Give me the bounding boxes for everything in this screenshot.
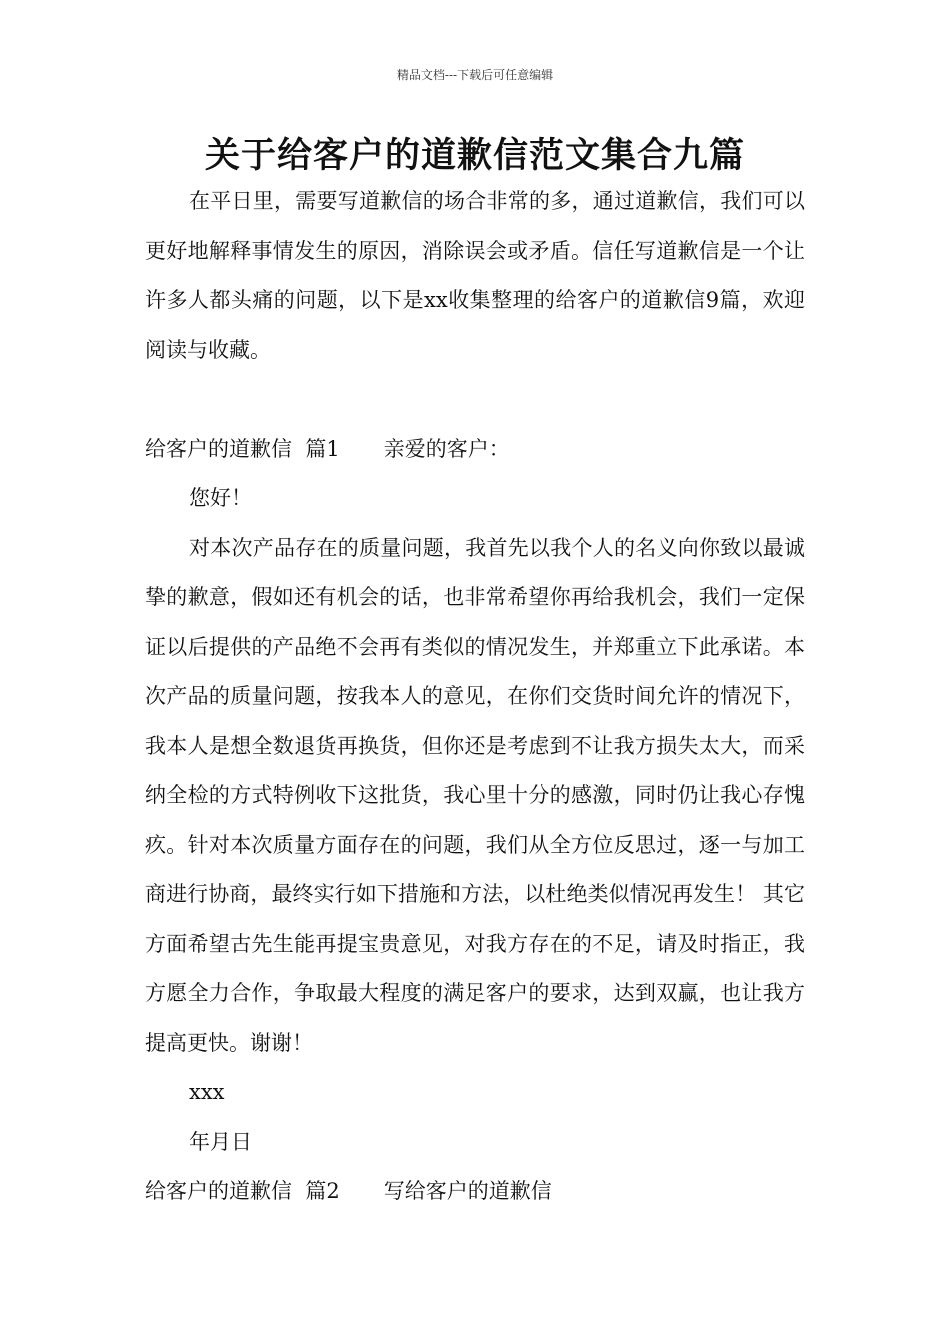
document-body [145, 177, 805, 1217]
section-1-salutation: 亲爱的客户： [383, 436, 510, 461]
section-1-greeting: 您好！ [189, 486, 252, 510]
section-1-heading-line [145, 425, 805, 475]
section-1-heading: 给客户的道歉信 篇1 [145, 436, 340, 461]
section-1-body: 对本次产品存在的质量问题，我首先以我个人的名义向你致以最诚挚的歉意，假如还有机会的话，也非常希望你再给我机会，我们一定保证以后提供的产品绝不会再有类似的情况发生，并郑重立下此承诺。本次产品的质量问题，按我本人的意见，在你们交货时间允许的情况下，我本人是想全数退货再换货，但你还是考虑到不让我方损失太大，而采纳全检的方式特例收下这批货，我心里十分的感激，同时仍让我心存愧疚。针对本次质量方面存在的问题，我们从全方位反思过，逐一与加工商进行协商，最终实行如下措施和方法，以杜绝类似情况再发生！ 其它方面希望古先生能再提宝贵意见，对我方存在的不足，请及时指正，我方愿全力合作，争取最大程度的满足客户的要求，达到双赢，也让我方提高更快。谢谢！ [145, 535, 805, 1055]
blank-line [145, 375, 805, 425]
section-1-signature: xxx [189, 1080, 225, 1104]
document-title: 关于给客户的道歉信范文集合九篇 [204, 136, 745, 176]
intro-paragraph: 在平日里，需要写道歉信的场合非常的多，通过道歉信，我们可以更好地解释事情发生的原因，消除误会或矛盾。信任写道歉信是一个让许多人都头痛的问题，以下是xx收集整理的给客户的道歉信9篇，欢迎阅读与收藏。 [145, 189, 805, 362]
section-2-heading: 给客户的道歉信 篇2 [145, 1179, 340, 1203]
section-1-date: 年月日 [189, 1129, 252, 1154]
header-note: 精品文档---下载后可任意编辑 [396, 68, 554, 82]
section-2-heading-line [145, 1167, 805, 1217]
section-2-subtitle: 写给客户的道歉信 [383, 1179, 552, 1203]
